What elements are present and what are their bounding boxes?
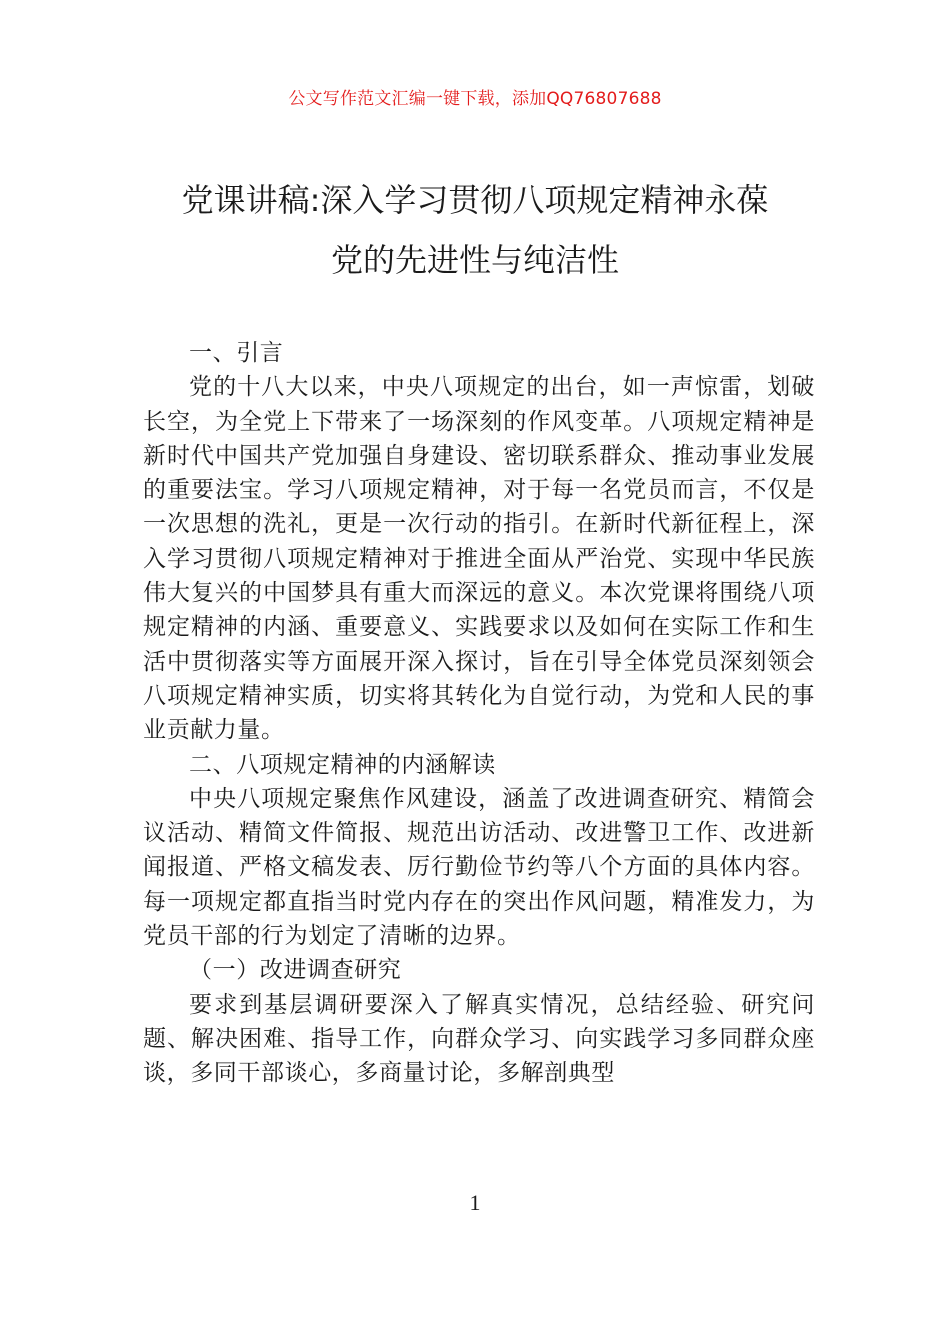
title-line-1: 党课讲稿:深入学习贯彻八项规定精神永葆	[181, 181, 769, 219]
paragraph-connotation: 中央八项规定聚焦作风建设，涵盖了改进调查研究、精简会议活动、精简文件简报、规范出访活动、改进警卫工作、改进新闻报道、严格文稿发表、厉行勤俭节约等八个方面的具体内容。每一项规定都直指当时党内存在的突出作风问题，精准发力，为党员干部的行为划定了清晰的边界。	[143, 785, 815, 950]
section-heading-introduction: 一、引言	[189, 340, 284, 366]
download-promo-note: 公文写作范文汇编一键下载，添加QQ76807688	[288, 89, 662, 109]
page-number: 1	[469, 1190, 481, 1215]
paragraph-research: 要求到基层调研要深入了解真实情况，总结经验、研究问题、解决困难、指导工作，向群众学习、向实践学习多同群众座谈，多同干部谈心，多商量讨论，多解剖典型	[143, 991, 815, 1087]
title-line-2: 党的先进性与纯洁性	[330, 241, 619, 279]
document-body	[143, 336, 815, 1091]
paragraph-introduction: 党的十八大以来，中央八项规定的出台，如一声惊雷，划破长空，为全党上下带来了一场深刻的作风变革。八项规定精神是新时代中国共产党加强自身建设、密切联系群众、推动事业发展的重要法宝。学习八项规定精神，对于每一名党员而言，不仅是一次思想的洗礼，更是一次行动的指引。在新时代新征程上，深入学习贯彻八项规定精神对于推进全面从严治党、实现中华民族伟大复兴的中国梦具有重大而深远的意义。本次党课将围绕八项规定精神的内涵、重要意义、实践要求以及如何在实际工作和生活中贯彻落实等方面展开深入探讨，旨在引导全体党员深刻领会八项规定精神实质，切实将其转化为自觉行动，为党和人民的事业贡献力量。	[143, 374, 815, 744]
subsection-heading-research: （一）改进调查研究	[189, 957, 402, 984]
section-heading-connotation: 二、八项规定精神的内涵解读	[189, 751, 496, 778]
document-title	[110, 170, 840, 290]
